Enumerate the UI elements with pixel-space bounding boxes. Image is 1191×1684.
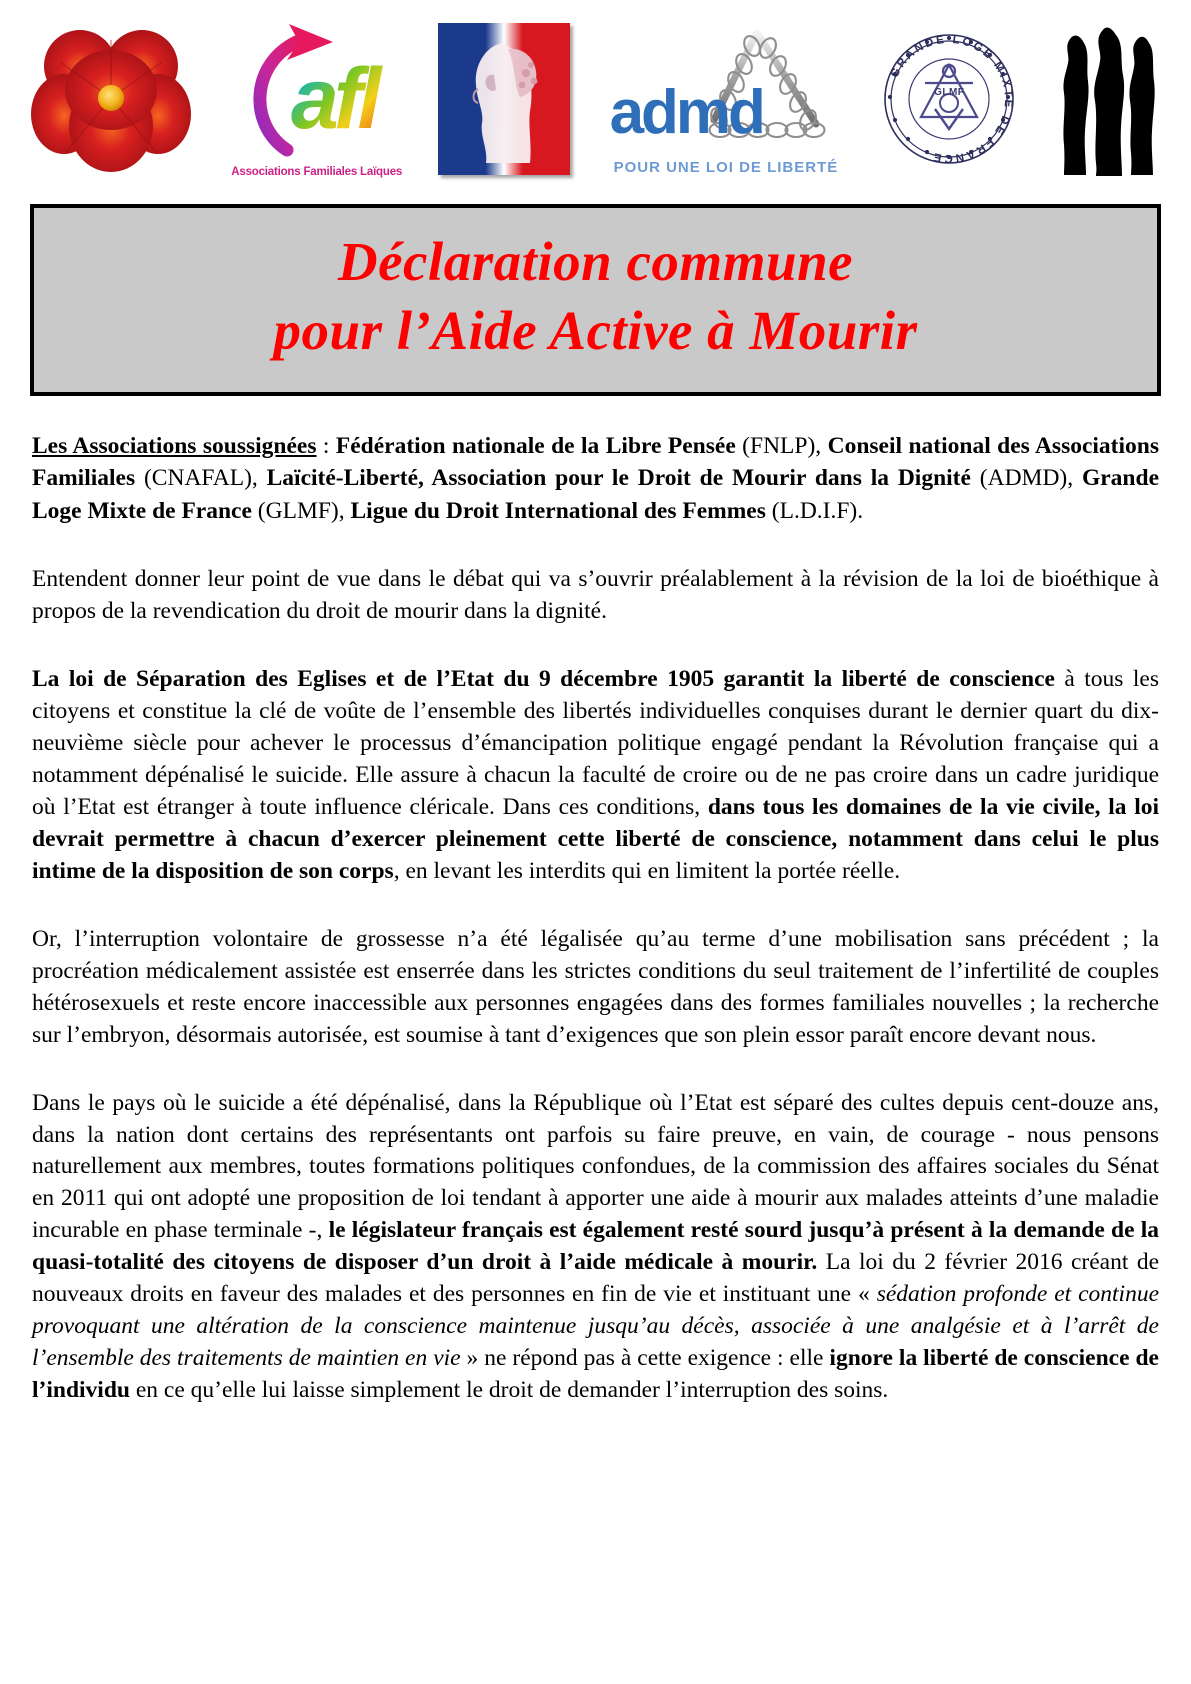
paragraph-legislateur [32,1088,1159,1408]
legislateur-tail: en ce qu’elle lui laisse simplement le droit de demander l’interruption des soins. [129,1377,889,1404]
afl-rainbow-icon [229,20,404,180]
law-1905-tail: , en levant les interdits qui en limitent la portée réelle. [393,857,901,884]
legislateur-after-quote: » ne répond pas à cette exigence : elle [460,1345,830,1372]
signatory-cnafal: Conseil national des Associations Familiales [32,432,1159,492]
title-box [30,204,1161,396]
paragraph-intent [32,564,1159,628]
signatory-fnlp-abbr: (FNLP), [735,432,828,459]
paragraph-intent-text: Entendent donner leur point de vue dans le débat qui va s’ouvrir préalablement à la révision de la loi de bioéthique à propos de la revendication du droit de mourir dans la dignité. [32,566,1159,625]
legislateur-intro: Dans le pays où le suicide a été dépénalisé, dans la République où l’Etat est séparé des cultes depuis cent-douze ans, dans la nation dont certains des représentants ont parfois su faire preuve, en vain, de courage - nous pensons naturellement aux membres, toutes formations politiques confondues, de la commission des affaires sociales du Sénat en 2011 qui ont adopté une proposition de loi tendant à apporter une aide à mourir aux malades atteints d’une maladie incurable en phase terminale -, [32,1089,1159,1244]
logo-ldif [1056,23,1161,178]
logo-afl [229,20,404,180]
logo-glmf [877,25,1022,175]
document-body [32,396,1159,1408]
signatory-ldif: Ligue du Droit International des Femmes [350,498,766,525]
marianne-tricolor-icon [438,23,570,175]
legislateur-loi-2016: La loi du 2 février 2016 créant de nouveaux droits en faveur des malades et des personnes en fin de vie et instituant une « [32,1249,1159,1308]
logo-band [0,0,1191,190]
glmf-seal-icon [877,25,1022,175]
law-1905-body: à tous les citoyens et constitue la clé de voûte de l’ensemble des libertés individuelles conquises durant le dernier quart du dix-neuvième siècle pour achever le processus d’émancipation politique engagé pendant la Révolution française qui a notamment dépénalisé le suicide. Elle assure à chacun la faculté de croire ou de ne pas croire dans un cadre juridique où l’Etat est étranger à toute influence cléricale. Dans ces conditions, [32,666,1159,820]
law-1905-headline: La loi de Séparation des Eglises et de l’Etat du 9 décembre 1905 garantit la liberté de conscience [32,666,1055,693]
svg-text:GRANDE LOGE MIXTE DE FRANCE: GRANDE LOGE MIXTE DE FRANCE [888,33,1014,165]
glmf-inner-text: GLMF [934,87,965,98]
pansy-flower-icon [30,18,195,183]
signatory-fnlp: Fédération nationale de la Libre Pensée [335,432,736,459]
paragraph-signatories [32,430,1159,529]
paragraph-ivg-pma-text: Or, l’interruption volontaire de grossesse n’a été légalisée qu’au terme d’une mobilisation sans précédent ; la procréation médicalement assistée est enserrée dans les strictes conditions du seul traitement de l’infertilité de couples hétérosexuels et reste encore inaccessible aux personnes engagées dans des formes familiales nouvelles ; la recherche sur l’embryon, désormais autorisée, est soumise à tant d’exigences que son plein essor paraît encore devant nous. [32,925,1159,1048]
women-silhouettes-icon [1056,23,1161,178]
signatories-colon: : [316,432,336,459]
signatory-ldif-abbr: (L.D.I.F). [765,498,864,525]
paragraph-ivg-pma [32,924,1159,1052]
law-1905-emphasis: dans tous les domaines de la vie civile, la loi devrait permettre à chacun d’exercer pleinement cette liberté de conscience, notamment dans celui le plus intime de la disposition de son corps [32,793,1159,884]
marianne-profile-icon [438,23,570,175]
signatory-cnafal-abbr: (CNAFAL), [135,465,267,492]
page-title-line-2: pour l’Aide Active à Mourir [273,299,918,361]
signatory-glmf: Grande Loge Mixte de France [32,465,1159,525]
signatory-ll-admd: Laïcité-Liberté, Association pour le Droit de Mourir dans la Dignité [266,465,971,492]
legislateur-quote: sédation profonde et continue provoquant une altération de la conscience maintenue jusqu’au décès, associée à une analgésie et à l’arrêt de l’ensemble des traitements de maintien en vie [32,1281,1159,1372]
admd-wordmark: admd [609,78,763,147]
admd-tagline: POUR UNE LOI DE LIBERTÉ [613,159,839,176]
logo-fnlp [30,18,195,183]
legislateur-ignore-emphasis: ignore la liberté de conscience de l’individu [32,1345,1159,1404]
svg-text:afl: afl [291,51,377,147]
signatories-lead: Les Associations soussignées [32,432,317,459]
logo-admd [608,20,843,180]
logo-laicite-liberte [438,23,573,178]
afl-caption: Associations Familiales Laïques [231,166,403,178]
signatory-admd-abbr: (ADMD), [970,465,1082,492]
signatory-glmf-abbr: (GLMF), [251,498,351,525]
page-title-line-1: Déclaration commune [337,231,854,292]
legislateur-emphasis: le législateur français est également resté sourd jusqu’à présent à la demande de la quasi-totalité des citoyens de disposer d’un droit à l’aide médicale à mourir. [32,1217,1159,1276]
paragraph-law-1905 [32,664,1159,888]
